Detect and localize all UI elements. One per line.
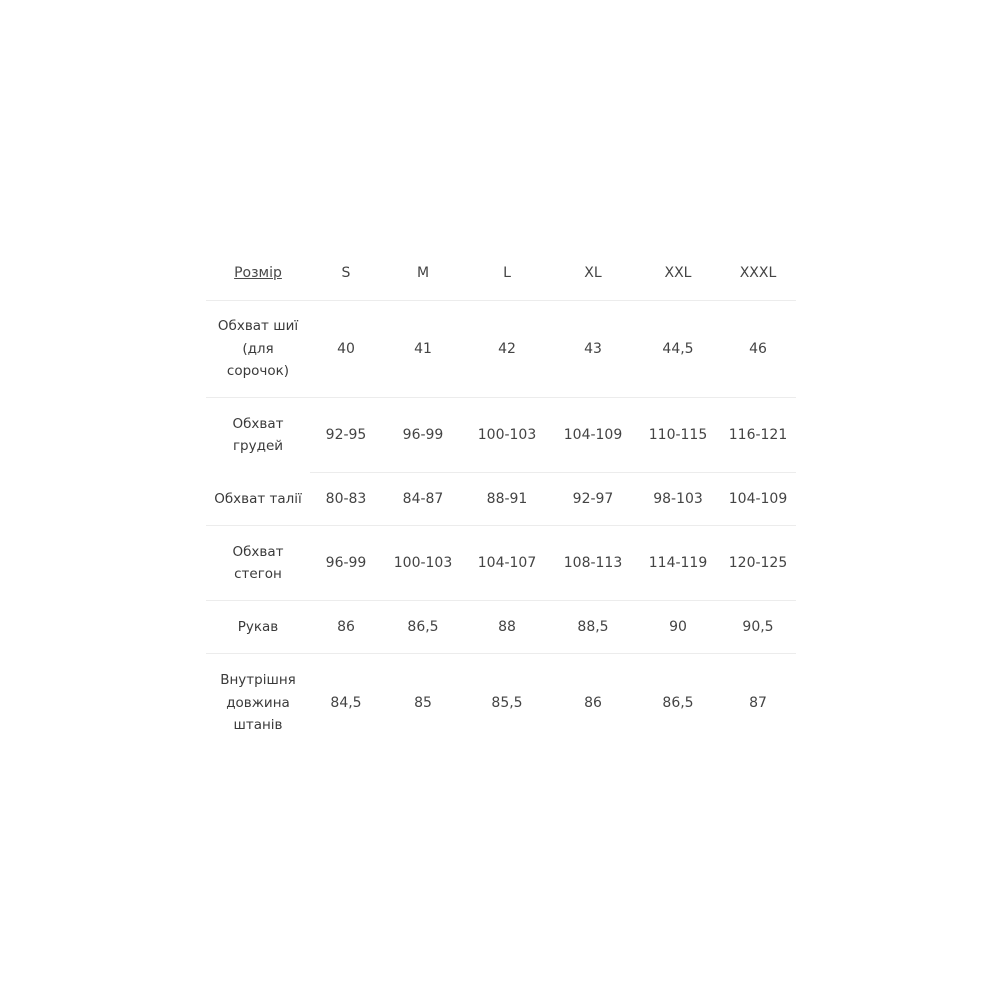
- row-label-line: Обхват шиї: [217, 318, 299, 335]
- row-label-line: (для: [242, 340, 274, 357]
- table-cell: 116-121: [720, 398, 796, 473]
- size-m-header: M: [382, 246, 464, 301]
- size-l-header: L: [464, 246, 550, 301]
- table-cell: 43: [550, 301, 636, 398]
- row-label-waist: [206, 473, 310, 526]
- row-label-line: штанів: [233, 717, 283, 734]
- table-row-neck: [206, 301, 796, 398]
- table-cell: 100-103: [464, 398, 550, 473]
- table-cell: 104-109: [550, 398, 636, 473]
- row-label-line: сорочок): [226, 363, 290, 380]
- row-label-sleeve: [206, 601, 310, 654]
- table-cell: 90: [636, 601, 720, 654]
- table-cell: 96-99: [310, 526, 382, 601]
- size-xxxl-header: XXXL: [720, 246, 796, 301]
- row-label-neck: [206, 301, 310, 398]
- table-cell: 86: [310, 601, 382, 654]
- table-cell: 100-103: [382, 526, 464, 601]
- table-cell: 88: [464, 601, 550, 654]
- table-cell: 86,5: [662, 695, 694, 711]
- size-chart-table: [206, 246, 796, 752]
- row-label-line: Внутрішня: [220, 672, 296, 689]
- size-header-row: [206, 246, 796, 301]
- table-row-waist: [206, 473, 796, 526]
- table-row-inseam: [206, 654, 796, 753]
- table-row-hips: [206, 526, 796, 601]
- table-cell: 46: [720, 301, 796, 398]
- size-xxl-header: XXL: [636, 246, 720, 301]
- row-label-line: Обхват талії: [214, 490, 302, 507]
- table-cell: 85,5: [491, 695, 523, 711]
- size-xl-header: XL: [550, 246, 636, 301]
- table-cell: 86,5: [382, 601, 464, 654]
- row-label-hips: [206, 526, 310, 601]
- table-cell: 84,5: [330, 695, 362, 711]
- table-cell: 86: [584, 695, 602, 711]
- table-cell: 84-87: [382, 473, 464, 526]
- size-column-header: [206, 246, 310, 301]
- size-header-label: Розмір: [234, 265, 282, 281]
- table-cell: 96-99: [382, 398, 464, 473]
- row-label-line: грудей: [232, 438, 284, 455]
- row-label-chest: [206, 398, 310, 473]
- table-cell: 114-119: [636, 526, 720, 601]
- table-cell: 88-91: [464, 473, 550, 526]
- row-label-line: довжина: [226, 694, 290, 711]
- table-cell: 92-97: [550, 473, 636, 526]
- row-label-inseam: [206, 654, 310, 753]
- table-cell: 44,5: [636, 301, 720, 398]
- table-cell: 92-95: [310, 398, 382, 473]
- table-cell: 42: [464, 301, 550, 398]
- table-cell: 88,5: [550, 601, 636, 654]
- table-cell: 104-109: [720, 473, 796, 526]
- table-row-sleeve: [206, 601, 796, 654]
- table-cell: 85: [414, 695, 432, 711]
- table-cell: 110-115: [636, 398, 720, 473]
- table-cell: 41: [382, 301, 464, 398]
- table-cell: 98-103: [636, 473, 720, 526]
- row-label-line: Рукав: [237, 618, 279, 635]
- table-cell: 40: [310, 301, 382, 398]
- table-cell: 80-83: [310, 473, 382, 526]
- table-cell: 90,5: [720, 601, 796, 654]
- table-row-chest: [206, 398, 796, 473]
- row-label-line: Обхват: [232, 415, 284, 432]
- table-cell: 87: [749, 695, 767, 711]
- table-cell: 120-125: [720, 526, 796, 601]
- row-label-line: стегон: [234, 566, 282, 582]
- size-s-header: S: [310, 246, 382, 301]
- table-cell: 108-113: [550, 526, 636, 601]
- row-label-line: Обхват: [232, 543, 284, 560]
- table-cell: 104-107: [464, 526, 550, 601]
